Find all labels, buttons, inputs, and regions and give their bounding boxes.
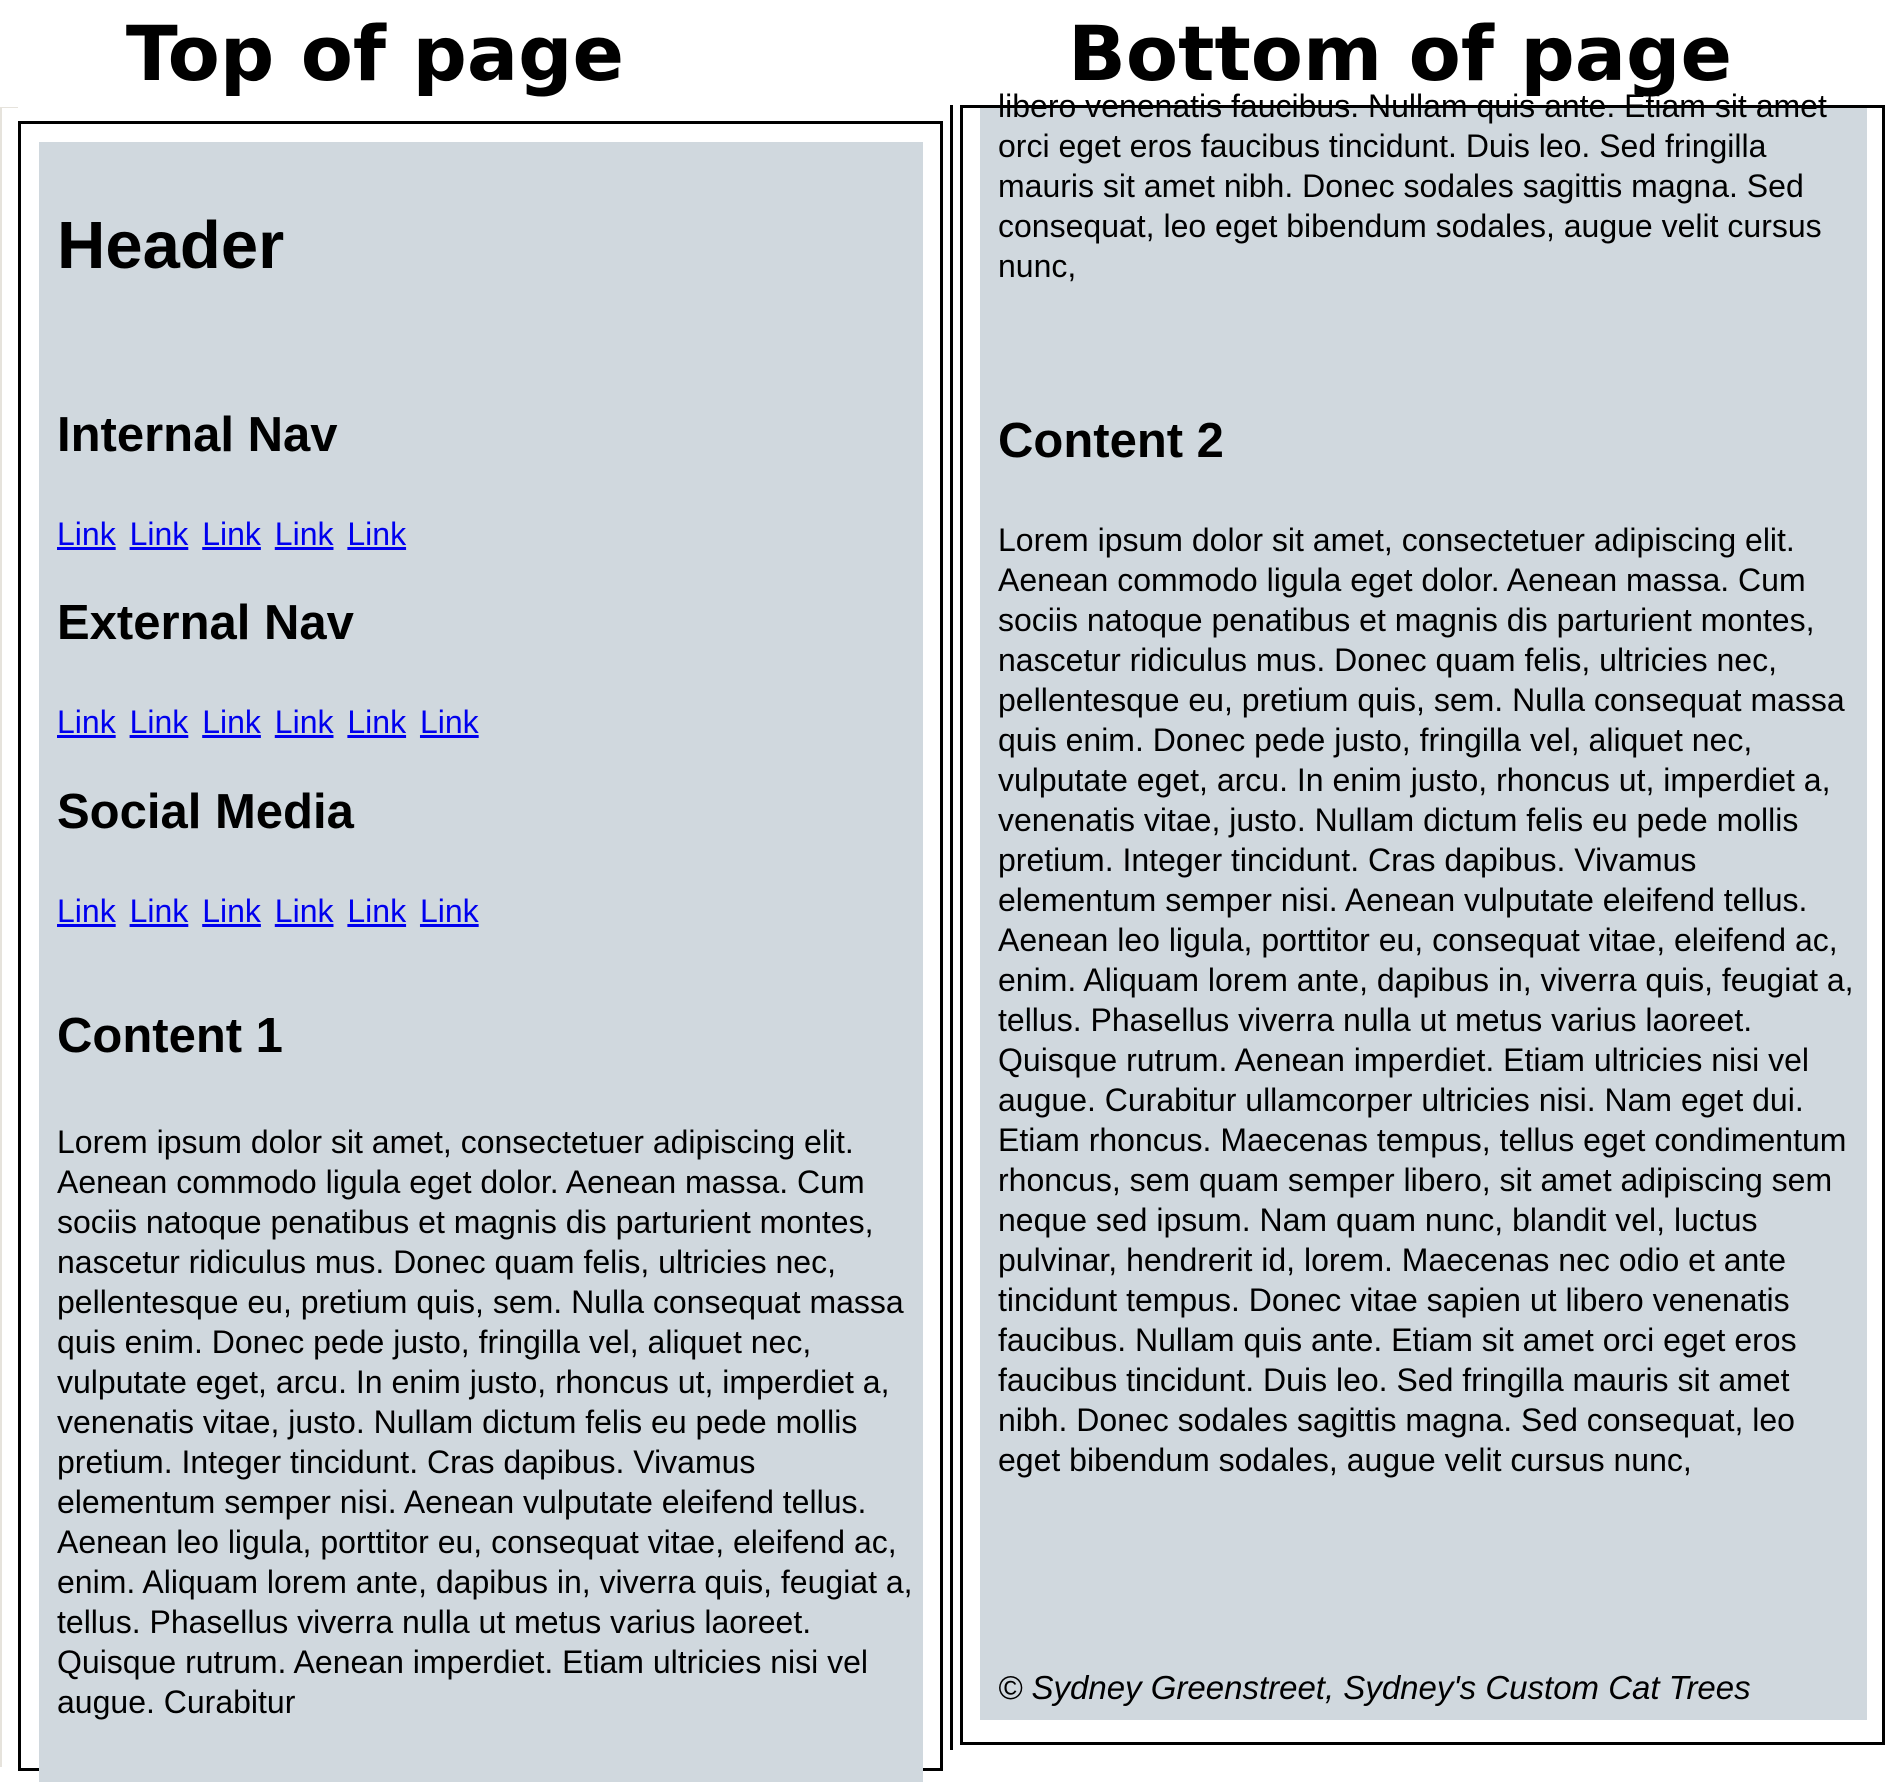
content-2-body: Lorem ipsum dolor sit amet, consectetuer adipiscing elit. Aenean commodo ligula eget dolor. Aenean massa. Cum sociis natoque penatibus et magnis dis parturient montes, nascetur ridiculus mus. Donec quam felis, ultricies nec, pellentesque eu, pretium quis, sem. Nulla consequat massa quis enim. Donec pede justo, fringilla vel, aliquet nec, vulputate eget, arcu. In enim justo, rhoncus ut, imperdiet a, venenatis vitae, justo. Nullam dictum felis eu pede mollis pretium. Integer tincidunt. Cras dapibus. Vivamus elementum semper nisi. Aenean vulputate eleifend tellus. Aenean leo ligula, porttitor eu, consequat vitae, eleifend ac, enim. Aliquam lorem ante, dapibus in, viverra quis, feugiat a, tellus. Phasellus viverra nulla ut metus varius laoreet. Quisque rutrum. Aenean imperdiet. Etiam ultricies nisi vel augue. Curabitur ullamcorper ultricies nisi. Nam eget dui. Etiam rhoncus. Maecenas tempus, tellus eget condimentum rhoncus, sem quam semper libero, sit amet adipiscing sem neque sed ipsum. Nam quam nunc, blandit vel, luctus pulvinar, hendrerit id, lorem. Maecenas nec odio et ante tincidunt tempus. Donec vitae sapien ut libero venenatis faucibus. Nullam quis ante. Etiam sit amet orci eget eros faucibus tincidunt. Duis leo. Sed fringilla mauris sit amet nibh. Donec sodales sagittis magna. Sed consequat, leo eget bibendum sodales, augue velit cursus nunc, [998,522,1854,1478]
content-1-heading: Content 1 [57,1009,283,1063]
social-media-heading: Social Media [57,785,354,839]
external-nav-link[interactable]: Link [419,704,479,740]
left-screenshot-edge [0,107,18,1767]
bottom-of-page-viewport [960,88,1885,1745]
top-of-page-viewport [18,121,943,1771]
social-media-link[interactable]: Link [419,893,479,929]
external-nav-link[interactable]: Link [57,704,116,740]
internal-nav-link[interactable]: Link [274,516,334,552]
internal-nav-link[interactable]: Link [202,516,261,552]
page-container [980,88,1867,1720]
internal-nav-link[interactable]: Link [129,516,189,552]
social-media-link[interactable]: Link [347,893,407,929]
social-media-nav [57,891,484,931]
right-screenshot-edge [950,105,960,1750]
internal-nav-link[interactable]: Link [57,516,116,552]
social-media-link[interactable]: Link [274,893,334,929]
external-nav-link[interactable]: Link [274,704,334,740]
content-1-body-tail: libero venenatis faucibus. Nullam quis ante. Etiam sit amet orci eget eros faucibus tincidunt. Duis leo. Sed fringilla mauris sit amet nibh. Donec sodales sagittis magna. Sed consequat, leo eget bibendum sodales, augue velit cursus nunc, [998,88,1827,284]
social-media-link[interactable]: Link [202,893,261,929]
external-nav-link[interactable]: Link [347,704,407,740]
caption-top-of-page: Top of page [125,9,625,98]
social-media-link[interactable]: Link [129,893,189,929]
page-footer: © Sydney Greenstreet, Sydney's Custom Cat Trees [998,1669,1751,1706]
social-media-link[interactable]: Link [57,893,116,929]
external-nav [57,702,484,742]
internal-nav [57,514,411,554]
internal-nav-link[interactable]: Link [347,516,407,552]
content-2-heading: Content 2 [998,414,1224,468]
page-header: Header [57,208,285,283]
external-nav-link[interactable]: Link [129,704,189,740]
internal-nav-heading: Internal Nav [57,408,338,462]
content-1-body: Lorem ipsum dolor sit amet, consectetuer adipiscing elit. Aenean commodo ligula eget dolor. Aenean massa. Cum sociis natoque penatibus et magnis dis parturient montes, nascetur ridiculus mus. Donec quam felis, ultricies nec, pellentesque eu, pretium quis, sem. Nulla consequat massa quis enim. Donec pede justo, fringilla vel, aliquet nec, vulputate eget, arcu. In enim justo, rhoncus ut, imperdiet a, venenatis vitae, justo. Nullam dictum felis eu pede mollis pretium. Integer tincidunt. Cras dapibus. Vivamus elementum semper nisi. Aenean vulputate eleifend tellus. Aenean leo ligula, porttitor eu, consequat vitae, eleifend ac, enim. Aliquam lorem ante, dapibus in, viverra quis, feugiat a, tellus. Phasellus viverra nulla ut metus varius laoreet. Quisque rutrum. Aenean imperdiet. Etiam ultricies nisi vel augue. Curabitur [57,1124,913,1720]
page-container [39,142,923,1782]
external-nav-heading: External Nav [57,596,354,650]
external-nav-link[interactable]: Link [202,704,261,740]
caption-bottom-of-page: Bottom of page [1067,9,1733,98]
